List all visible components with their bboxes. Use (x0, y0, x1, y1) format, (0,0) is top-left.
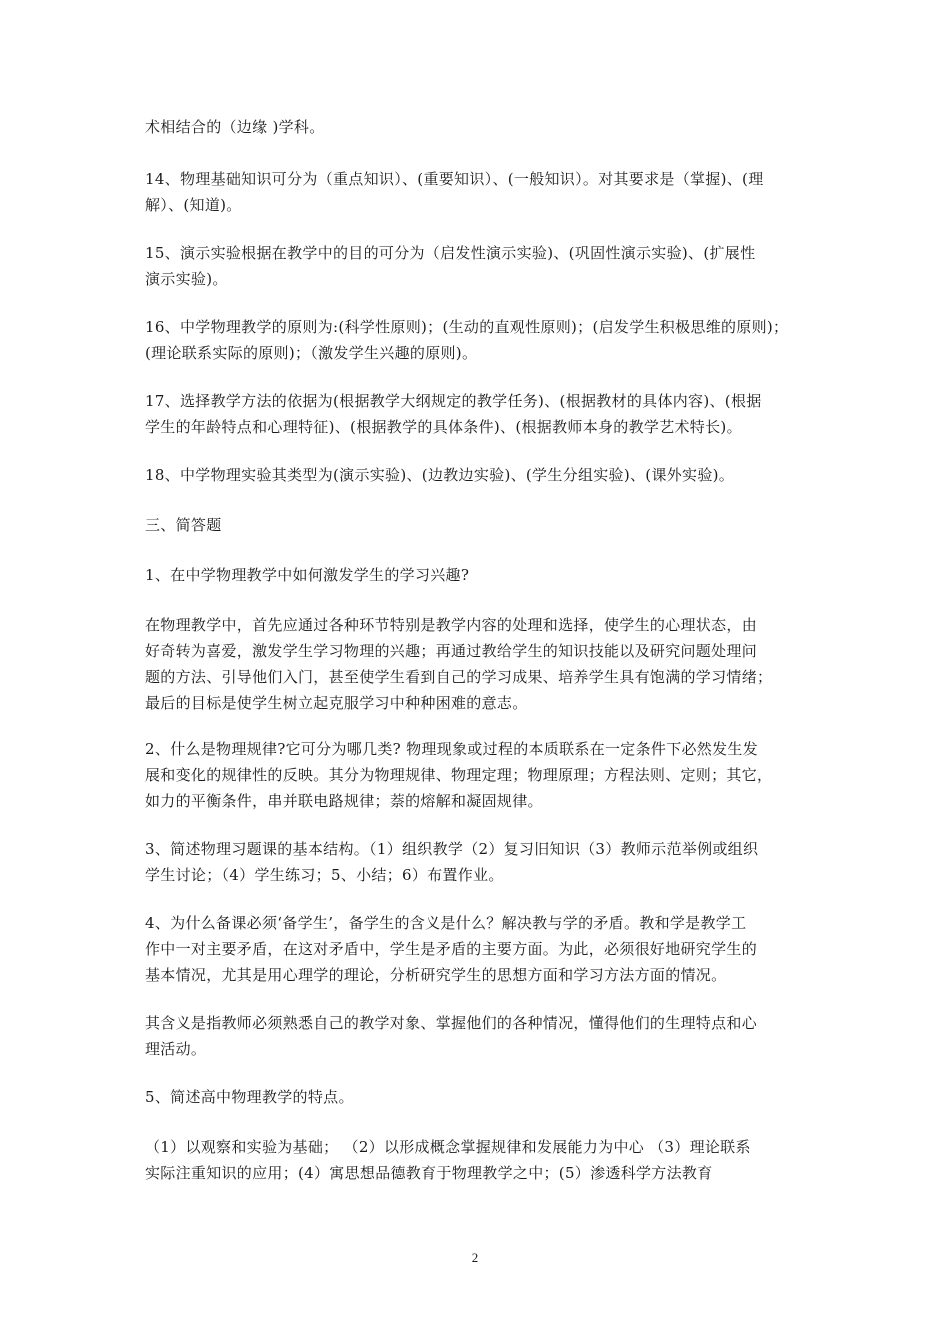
answer-1 (145, 612, 810, 716)
answer-4 (145, 1010, 810, 1062)
question-2 (145, 736, 810, 814)
text-line: 17、选择教学方法的依据为(根据教学大纲规定的教学任务)、(根据教材的具体内容)、(根据 (145, 392, 762, 410)
text-line: (理论联系实际的原则)；（激发学生兴趣的原则)。 (145, 344, 478, 362)
answer-5 (145, 1134, 810, 1186)
text-line: 如力的平衡条件，串并联电路规律；萘的熔解和凝固规律。 (145, 792, 543, 810)
question-1 (145, 562, 810, 588)
text-line: 作中一对主要矛盾，在这对矛盾中，学生是矛盾的主要方面。为此，必须很好地研究学生的 (145, 940, 758, 958)
question-4 (145, 910, 810, 988)
paragraph-item-15 (145, 240, 810, 292)
text-line: （1）以观察和实验为基础； （2）以形成概念掌握规律和发展能力为中心 （3）理论联系 (145, 1138, 751, 1156)
text-line: 2、什么是物理规律?它可分为哪几类? 物理现象或过程的本质联系在一定条件下必然发生发 (145, 740, 758, 758)
text-line: 术相结合的（边缘 )学科。 (145, 118, 325, 136)
text-line: 题的方法、引导他们入门，甚至使学生看到自己的学习成果、培养学生具有饱满的学习情绪； (145, 668, 773, 686)
question-5 (145, 1084, 810, 1110)
text-line: 学生讨论；（4）学生练习；5、小结；6）布置作业。 (145, 866, 504, 884)
text-line: 理活动。 (145, 1040, 207, 1058)
paragraph-item-17 (145, 388, 810, 440)
text-line: 其含义是指教师必须熟悉自己的教学对象、掌握他们的各种情况，懂得他们的生理特点和心 (145, 1014, 758, 1032)
text-line: 在物理教学中，首先应通过各种环节特别是教学内容的处理和选择，使学生的心理状态，由 (145, 616, 758, 634)
text-line: 解）、(知道)。 (145, 196, 242, 214)
text-line: 好奇转为喜爱，激发学生学习物理的兴趣；再通过教给学生的知识技能以及研究问题处理问 (145, 642, 758, 660)
text-line: 实际注重知识的应用；(4）寓思想品德教育于物理教学之中；(5）渗透科学方法教育 (145, 1164, 713, 1182)
text-line: 三、简答题 (145, 516, 222, 534)
question-3 (145, 836, 810, 888)
text-line: 15、演示实验根据在教学中的目的可分为（启发性演示实验)、(巩固性演示实验)、(扩展性 (145, 244, 756, 262)
text-line: 16、中学物理教学的原则为:(科学性原则)；(生动的直观性原则)；(启发学生积极思维的原则)； (145, 318, 789, 336)
text-line: 演示实验)。 (145, 270, 228, 288)
text-line: 基本情况，尤其是用心理学的理论，分析研究学生的思想方面和学习方法方面的情况。 (145, 966, 727, 984)
page-number: 2 (471, 1250, 479, 1265)
paragraph-item-16 (145, 314, 810, 366)
text-line: 14、物理基础知识可分为（重点知识）、(重要知识）、(一般知识）。对其要求是（掌握)、(理 (145, 170, 764, 188)
text-line: 18、中学物理实验其类型为(演示实验)、(边教边实验)、(学生分组实验)、(课外实验)。 (145, 466, 735, 484)
paragraph-item-14 (145, 166, 810, 218)
text-line: 3、简述物理习题课的基本结构。（1）组织教学（2）复习旧知识（3）教师示范举例或组织 (145, 840, 759, 858)
text-line: 学生的年龄特点和心理特征)、(根据教学的具体条件)、(根据教师本身的教学艺术特长)。 (145, 418, 742, 436)
text-line: 4、为什么备课必须‘备学生’，备学生的含义是什么？解决教与学的矛盾。教和学是教学工 (145, 914, 747, 932)
text-line: 展和变化的规律性的反映。其分为物理规律、物理定理；物理原理；方程法则、定则；其它， (145, 766, 773, 784)
text-line: 5、简述高中物理教学的特点。 (145, 1088, 354, 1106)
section-heading (145, 512, 810, 538)
text-line: 最后的目标是使学生树立起克服学习中种种困难的意志。 (145, 694, 528, 712)
paragraph-fragment (145, 114, 810, 140)
paragraph-item-18 (145, 462, 810, 488)
text-line: 1、在中学物理教学中如何激发学生的学习兴趣? (145, 566, 470, 584)
